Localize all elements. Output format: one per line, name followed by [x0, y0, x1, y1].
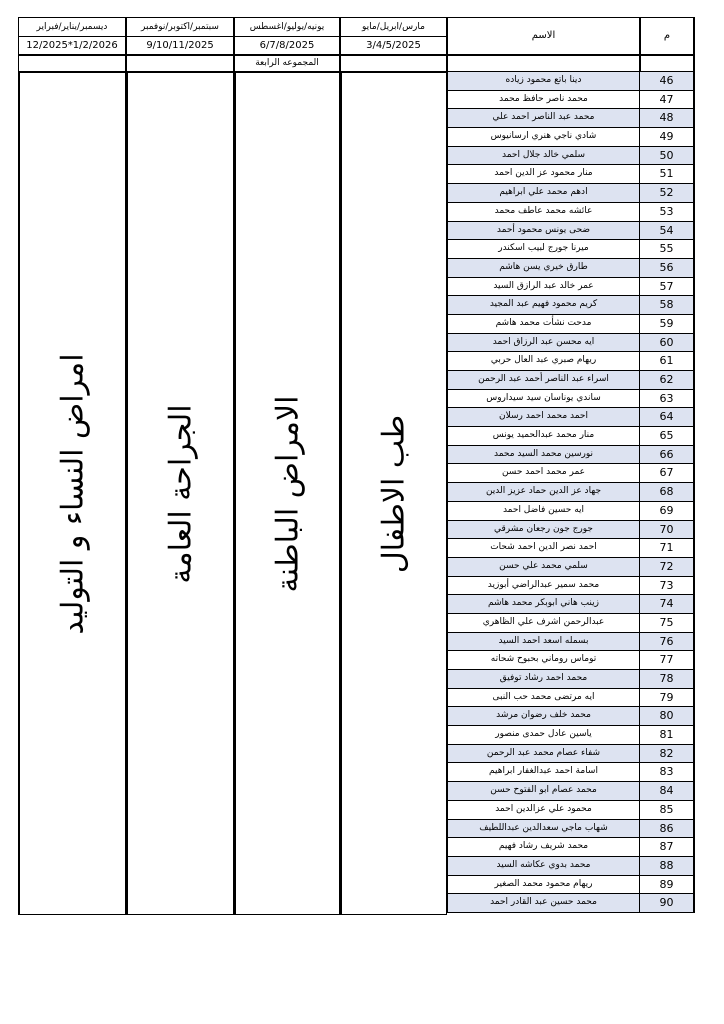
- header-period-3: [126, 17, 234, 55]
- student-name: عائشه محمد عاطف محمد: [447, 203, 640, 221]
- student-name: عمر محمد احمد حسن: [447, 464, 640, 482]
- header-period-2: [234, 17, 340, 55]
- student-name: ايه مرتضى محمد حب النبى: [447, 689, 640, 707]
- student-number: 74: [640, 595, 695, 613]
- table-row: [447, 72, 695, 91]
- student-name: ريهام محمود محمد الصغير: [447, 876, 640, 894]
- student-number: 87: [640, 838, 695, 856]
- period-4-months: ديسمبر/يناير/فبراير: [19, 18, 125, 37]
- header-name: الاسم: [447, 17, 640, 55]
- student-number: 46: [640, 72, 695, 90]
- header-period-4: [18, 17, 126, 55]
- schedule-table: [18, 17, 695, 915]
- table-row: [447, 820, 695, 839]
- student-number: 84: [640, 782, 695, 800]
- table-row: [447, 521, 695, 540]
- student-name: شفاء عصام محمد عبد الرحمن: [447, 745, 640, 763]
- table-row: [447, 502, 695, 521]
- student-name: ميرنا جورج لبيب اسكندر: [447, 240, 640, 258]
- specialty-2-label: الامراض الباطنة: [270, 395, 305, 592]
- table-row: [447, 745, 695, 764]
- table-row: [447, 109, 695, 128]
- student-name: اسراء عبد الناصر أحمد عبد الرحمن: [447, 371, 640, 389]
- student-number: 61: [640, 352, 695, 370]
- student-number: 72: [640, 558, 695, 576]
- student-number: 78: [640, 670, 695, 688]
- student-name: محمد عبد الناصر احمد علي: [447, 109, 640, 127]
- student-number: 55: [640, 240, 695, 258]
- table-row: [447, 259, 695, 278]
- rotation-column-1: [340, 72, 447, 915]
- student-name: كريم محمود فهيم عبد المجيد: [447, 296, 640, 314]
- student-number: 83: [640, 763, 695, 781]
- student-name: منار محمود عز الدين احمد: [447, 165, 640, 183]
- student-number: 86: [640, 820, 695, 838]
- table-row: [447, 203, 695, 222]
- table-row: [447, 801, 695, 820]
- student-name: شادي ناجي هنري ارسانيوس: [447, 128, 640, 146]
- student-number: 71: [640, 539, 695, 557]
- table-row: [447, 577, 695, 596]
- table-row: [447, 278, 695, 297]
- student-name: مدحت نشأت محمد هاشم: [447, 315, 640, 333]
- student-name: جورج جون رجعان مشرقي: [447, 521, 640, 539]
- table-row: [447, 558, 695, 577]
- table-row: [447, 165, 695, 184]
- table-row: [447, 128, 695, 147]
- student-number: 54: [640, 222, 695, 240]
- student-number: 53: [640, 203, 695, 221]
- student-name: زينب هاني ابوبكر محمد هاشم: [447, 595, 640, 613]
- student-number: 64: [640, 408, 695, 426]
- student-name: نورسين محمد السيد محمد: [447, 446, 640, 464]
- student-name: ياسين عادل حمدى منصور: [447, 726, 640, 744]
- student-number: 90: [640, 894, 695, 912]
- student-number: 68: [640, 483, 695, 501]
- student-number: 70: [640, 521, 695, 539]
- student-number: 75: [640, 614, 695, 632]
- student-name: دينا باتع محمود زياده: [447, 72, 640, 90]
- table-row: [447, 876, 695, 895]
- table-row: [447, 614, 695, 633]
- specialty-3-label: الجراحة العامة: [163, 403, 198, 584]
- student-list: [447, 72, 695, 913]
- student-name: ساندي يوناسان سيد سيداروس: [447, 390, 640, 408]
- student-name: سلمي خالد جلال احمد: [447, 147, 640, 165]
- student-number: 76: [640, 633, 695, 651]
- student-name: توماس روماني بحبوح شحاته: [447, 651, 640, 669]
- student-name: ريهام صبري عبد العال حربي: [447, 352, 640, 370]
- student-name: محمود علي عزالدين احمد: [447, 801, 640, 819]
- table-row: [447, 838, 695, 857]
- student-number: 48: [640, 109, 695, 127]
- student-name: سلمي محمد علي حسن: [447, 558, 640, 576]
- student-name: محمد حسين عبد القادر احمد: [447, 894, 640, 912]
- student-number: 59: [640, 315, 695, 333]
- student-number: 60: [640, 334, 695, 352]
- period-2-dates: 6/7/8/2025: [259, 40, 315, 51]
- student-number: 47: [640, 91, 695, 109]
- student-name: طارق خيري يسن هاشم: [447, 259, 640, 277]
- student-name: ادهم محمد علي ابراهيم: [447, 184, 640, 202]
- table-row: [447, 763, 695, 782]
- group-cell-4: [18, 55, 126, 72]
- student-name: ايه محسن عبد الرزاق احمد: [447, 334, 640, 352]
- period-3-dates: 9/10/11/2025: [146, 40, 214, 51]
- period-1-months: مارس/ابريل/مايو: [341, 18, 446, 37]
- student-name: احمد محمد احمد رسلان: [447, 408, 640, 426]
- student-name: اسامة احمد عبدالغفار ابراهيم: [447, 763, 640, 781]
- student-number: 79: [640, 689, 695, 707]
- student-name: محمد شريف رشاد فهيم: [447, 838, 640, 856]
- student-number: 52: [640, 184, 695, 202]
- table-row: [447, 689, 695, 708]
- student-name: محمد سمير عبدالراضي أبوزيد: [447, 577, 640, 595]
- student-name: محمد عصام ابو الفتوح حسن: [447, 782, 640, 800]
- table-row: [447, 857, 695, 876]
- student-name: احمد نصر الدين احمد شحات: [447, 539, 640, 557]
- student-number: 80: [640, 707, 695, 725]
- group-cell-3: [126, 55, 234, 72]
- period-2-months: يونيه/يوليو/اغسطس: [235, 18, 339, 37]
- student-name: بسمله اسعد احمد السيد: [447, 633, 640, 651]
- student-number: 66: [640, 446, 695, 464]
- table-row: [447, 670, 695, 689]
- group-name-blank: [447, 55, 640, 72]
- student-number: 56: [640, 259, 695, 277]
- table-row: [447, 352, 695, 371]
- table-row: [447, 184, 695, 203]
- student-number: 62: [640, 371, 695, 389]
- table-row: [447, 894, 695, 913]
- group-cell-1: [340, 55, 447, 72]
- header-period-1: [340, 17, 447, 55]
- period-3-months: سبتمبر/اكتوبر/نوفمبر: [127, 18, 233, 37]
- table-row: [447, 483, 695, 502]
- table-row: [447, 633, 695, 652]
- student-number: 51: [640, 165, 695, 183]
- table-row: [447, 707, 695, 726]
- student-name: شهاب ماجي سعدالدين عبداللطيف: [447, 820, 640, 838]
- specialty-4-label: امراض النساء و التوليد: [55, 352, 90, 635]
- student-name: عمر خالد عبد الرازق السيد: [447, 278, 640, 296]
- student-number: 81: [640, 726, 695, 744]
- student-number: 85: [640, 801, 695, 819]
- student-name: محمد بدوي عكاشه السيد: [447, 857, 640, 875]
- student-name: محمد ناصر حافظ محمد: [447, 91, 640, 109]
- rotation-column-2: [234, 72, 340, 915]
- student-number: 49: [640, 128, 695, 146]
- table-row: [447, 91, 695, 110]
- student-number: 77: [640, 651, 695, 669]
- header-number: م: [640, 17, 695, 55]
- student-number: 73: [640, 577, 695, 595]
- group-number-blank: [640, 55, 695, 72]
- table-row: [447, 296, 695, 315]
- table-row: [447, 371, 695, 390]
- table-row: [447, 539, 695, 558]
- period-4-dates: 12/2025*1/2/2026: [26, 40, 118, 51]
- table-row: [447, 427, 695, 446]
- student-name: جهاد عز الدين حماد عزيز الدين: [447, 483, 640, 501]
- table-row: [447, 147, 695, 166]
- table-row: [447, 240, 695, 259]
- student-number: 50: [640, 147, 695, 165]
- student-name: عبدالرحمن اشرف علي الظاهري: [447, 614, 640, 632]
- period-1-dates: 3/4/5/2025: [366, 40, 421, 51]
- student-number: 69: [640, 502, 695, 520]
- student-name: ايه حسين فاضل احمد: [447, 502, 640, 520]
- student-name: محمد خلف رضوان مرشد: [447, 707, 640, 725]
- student-name: محمد احمد رشاد توفيق: [447, 670, 640, 688]
- student-number: 63: [640, 390, 695, 408]
- student-number: 65: [640, 427, 695, 445]
- table-row: [447, 222, 695, 241]
- student-number: 57: [640, 278, 695, 296]
- table-row: [447, 651, 695, 670]
- student-number: 82: [640, 745, 695, 763]
- table-row: [447, 390, 695, 409]
- table-row: [447, 334, 695, 353]
- student-number: 88: [640, 857, 695, 875]
- table-row: [447, 726, 695, 745]
- table-row: [447, 446, 695, 465]
- student-number: 67: [640, 464, 695, 482]
- table-row: [447, 315, 695, 334]
- student-number: 89: [640, 876, 695, 894]
- rotation-column-3: [126, 72, 234, 915]
- student-name: منار محمد عبدالحميد يونس: [447, 427, 640, 445]
- group-label: المجموعه الرابعة: [234, 55, 340, 72]
- student-name: ضحى يونس محمود أحمد: [447, 222, 640, 240]
- specialty-1-label: طب الاطفال: [376, 414, 412, 573]
- table-row: [447, 595, 695, 614]
- rotation-column-4: [18, 72, 126, 915]
- table-row: [447, 408, 695, 427]
- table-row: [447, 782, 695, 801]
- table-row: [447, 464, 695, 483]
- student-number: 58: [640, 296, 695, 314]
